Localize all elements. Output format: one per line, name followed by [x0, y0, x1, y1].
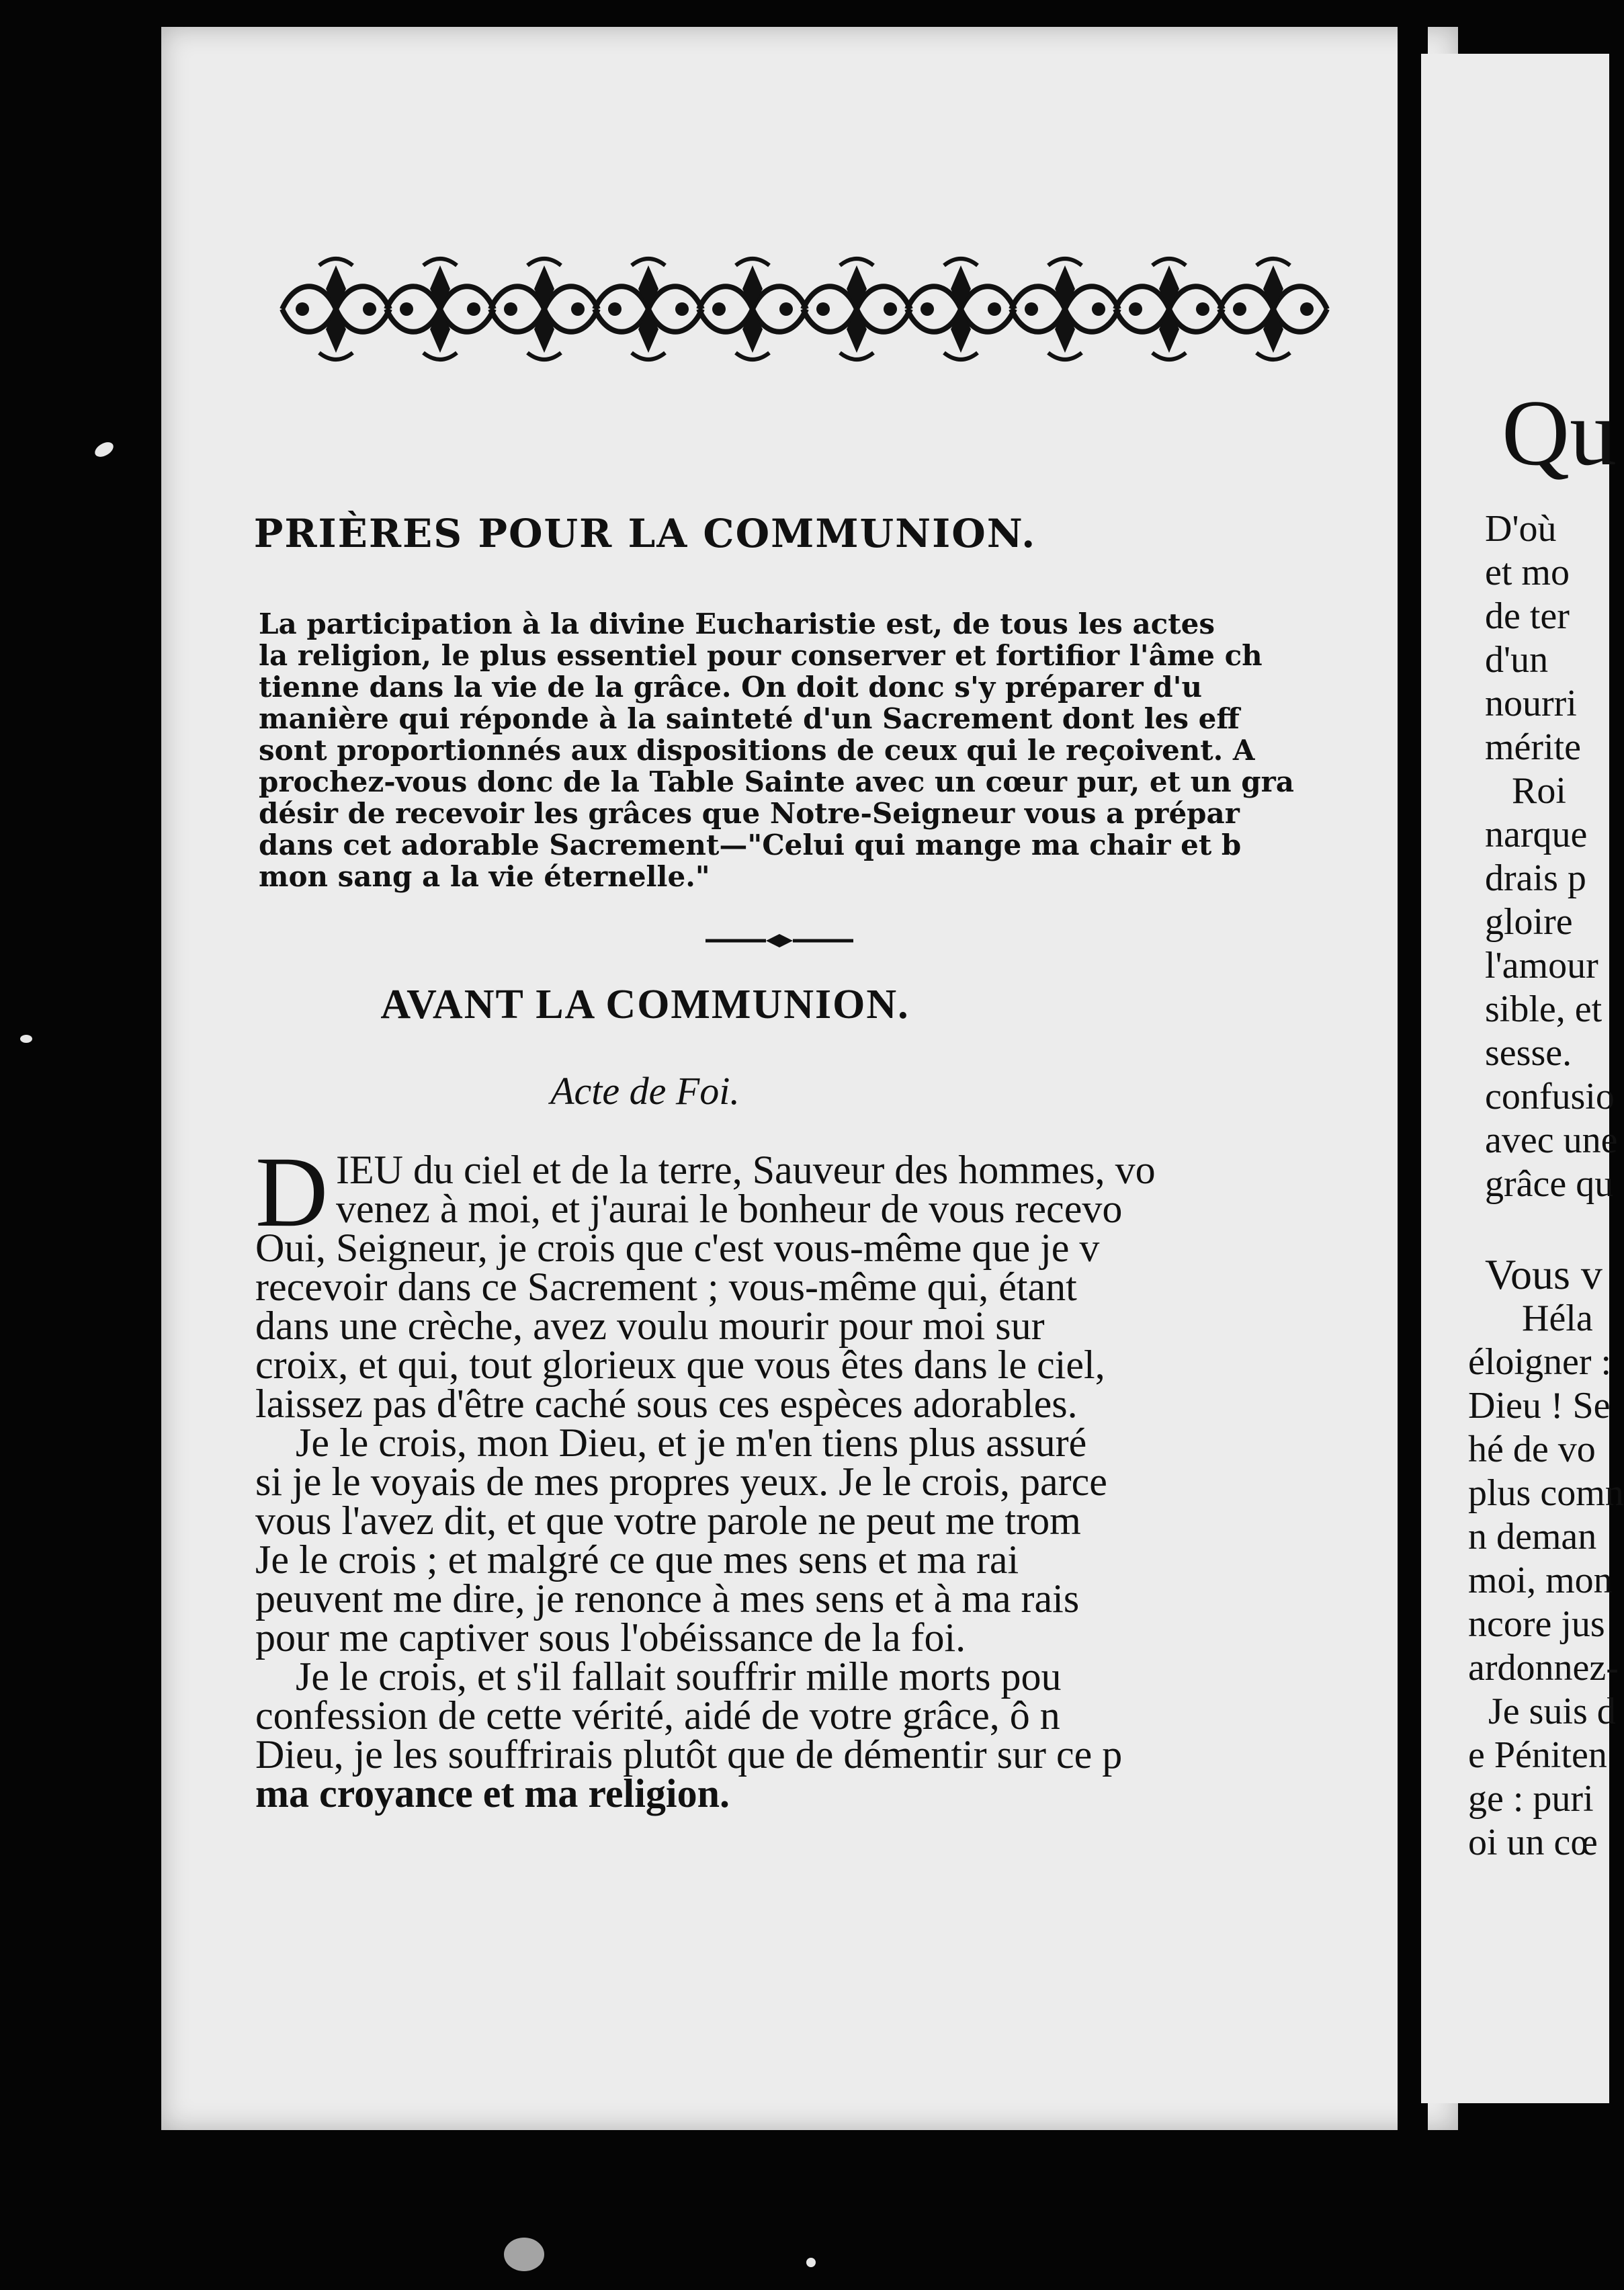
right-line: drais p: [1485, 857, 1586, 899]
right-line: avec une: [1485, 1119, 1618, 1161]
body-line: vous l'avez dit, et que votre parole ne peut me trom: [255, 1498, 1081, 1543]
right-line: moi, mon: [1468, 1560, 1613, 1601]
right-line: confusio: [1485, 1076, 1615, 1117]
right-line: et mo: [1485, 552, 1570, 593]
body-line: Je le crois ; et malgré ce que mes sens et ma rai: [255, 1537, 1019, 1582]
section-subheading: Acte de Foi.: [550, 1069, 740, 1113]
right-line: n deman: [1468, 1516, 1597, 1558]
body-line: si je le voyais de mes propres yeux. Je le crois, parce: [255, 1459, 1107, 1504]
intro-line: tienne dans la vie de la grâce. On doit donc s'y préparer d'u: [259, 671, 1203, 704]
right-line: ncore jus: [1468, 1603, 1605, 1645]
body-line: ma croyance et ma religion.: [255, 1771, 730, 1816]
intro-line: dans cet adorable Sacrement—"Celui qui mange ma chair et b: [259, 829, 1242, 861]
intro-line: La participation à la divine Eucharistie est, de tous les actes: [259, 607, 1215, 640]
scan-speck: [806, 2258, 816, 2267]
right-line: grâce qu: [1485, 1163, 1614, 1205]
section-heading: AVANT LA COMMUNION.: [380, 982, 910, 1027]
right-line: hé de vo: [1468, 1429, 1596, 1470]
right-line: Dieu ! Se: [1468, 1385, 1611, 1427]
right-line: mérite: [1485, 726, 1582, 768]
ornament-border-icon: [282, 252, 1330, 366]
body-line: Je le crois, mon Dieu, et je m'en tiens plus assuré: [296, 1420, 1087, 1465]
right-line: Héla: [1522, 1298, 1593, 1339]
scan-speck: [504, 2238, 544, 2271]
scan-speck: [20, 1035, 32, 1043]
page-title: PRIÈRES POUR LA COMMUNION.: [253, 511, 1037, 556]
intro-line: prochez-vous donc de la Table Sainte avec un cœur pur, et un gra: [259, 765, 1294, 798]
body-line: peuvent me dire, je renonce à mes sens et à ma rais: [255, 1576, 1080, 1621]
body-line: Je le crois, et s'il fallait souffrir mille morts pou: [296, 1654, 1062, 1699]
right-line: narque: [1485, 814, 1588, 855]
intro-line: manière qui réponde à la sainteté d'un Sacrement dont les eff: [259, 702, 1240, 735]
body-line: laissez pas d'être caché sous ces espèces adorables.: [255, 1382, 1078, 1426]
body-line: Oui, Seigneur, je crois que c'est vous-même que je v: [255, 1226, 1100, 1270]
right-line: ge : puri: [1468, 1778, 1594, 1820]
body-line: IEU du ciel et de la terre, Sauveur des hommes, vo: [336, 1148, 1156, 1192]
intro-line: la religion, le plus essentiel pour conserver et fortifior l'âme ch: [259, 639, 1263, 672]
right-line: gloire: [1485, 901, 1573, 943]
body-line: pour me captiver sous l'obéissance de la foi.: [255, 1615, 966, 1660]
right-line: d'un: [1485, 639, 1549, 681]
scan-speck: [93, 439, 116, 460]
right-line: D'où: [1485, 508, 1557, 550]
right-line: de ter: [1485, 595, 1570, 637]
right-line: éloigner :: [1468, 1341, 1612, 1383]
right-line: sesse.: [1485, 1032, 1572, 1074]
right-line: nourri: [1485, 683, 1577, 724]
intro-line: sont proportionnés aux dispositions de ceux qui le reçoivent. A: [259, 734, 1255, 767]
right-line: ardonnez-: [1468, 1647, 1619, 1689]
body-line: Dieu, je les souffrirais plutôt que de démentir sur ce p: [255, 1732, 1123, 1777]
body-line: confession de cette vérité, aidé de votre grâce, ô n: [255, 1693, 1060, 1738]
right-line: Roi: [1512, 770, 1566, 812]
right-line: sible, et: [1485, 988, 1602, 1030]
right-line: plus comn: [1468, 1472, 1624, 1514]
intro-line: désir de recevoir les grâces que Notre-Seigneur vous a prépar: [259, 797, 1240, 830]
right-line: e Péniten: [1468, 1734, 1607, 1776]
right-line: Vous v: [1485, 1250, 1602, 1298]
body-line: dans une crèche, avez voulu mourir pour moi sur: [255, 1304, 1045, 1348]
intro-line: mon sang a la vie éternelle.": [259, 860, 710, 893]
right-line: oi un cœ: [1468, 1822, 1598, 1863]
body-line: recevoir dans ce Sacrement ; vous-même qui, étant: [255, 1265, 1077, 1309]
right-line: Je suis d: [1488, 1691, 1616, 1732]
intro-paragraph: [259, 608, 1468, 892]
section-divider-icon: [706, 931, 853, 951]
prayer-body: [255, 1136, 1465, 1816]
right-line: l'amour: [1485, 945, 1598, 986]
body-line: venez à moi, et j'aurai le bonheur de vous recevo: [336, 1187, 1123, 1231]
right-page: [1421, 54, 1624, 2103]
drop-cap: D: [255, 1136, 329, 1248]
body-line: croix, et qui, tout glorieux que vous êtes dans le ciel,: [255, 1343, 1105, 1387]
right-dropcap: Qu: [1502, 381, 1617, 485]
